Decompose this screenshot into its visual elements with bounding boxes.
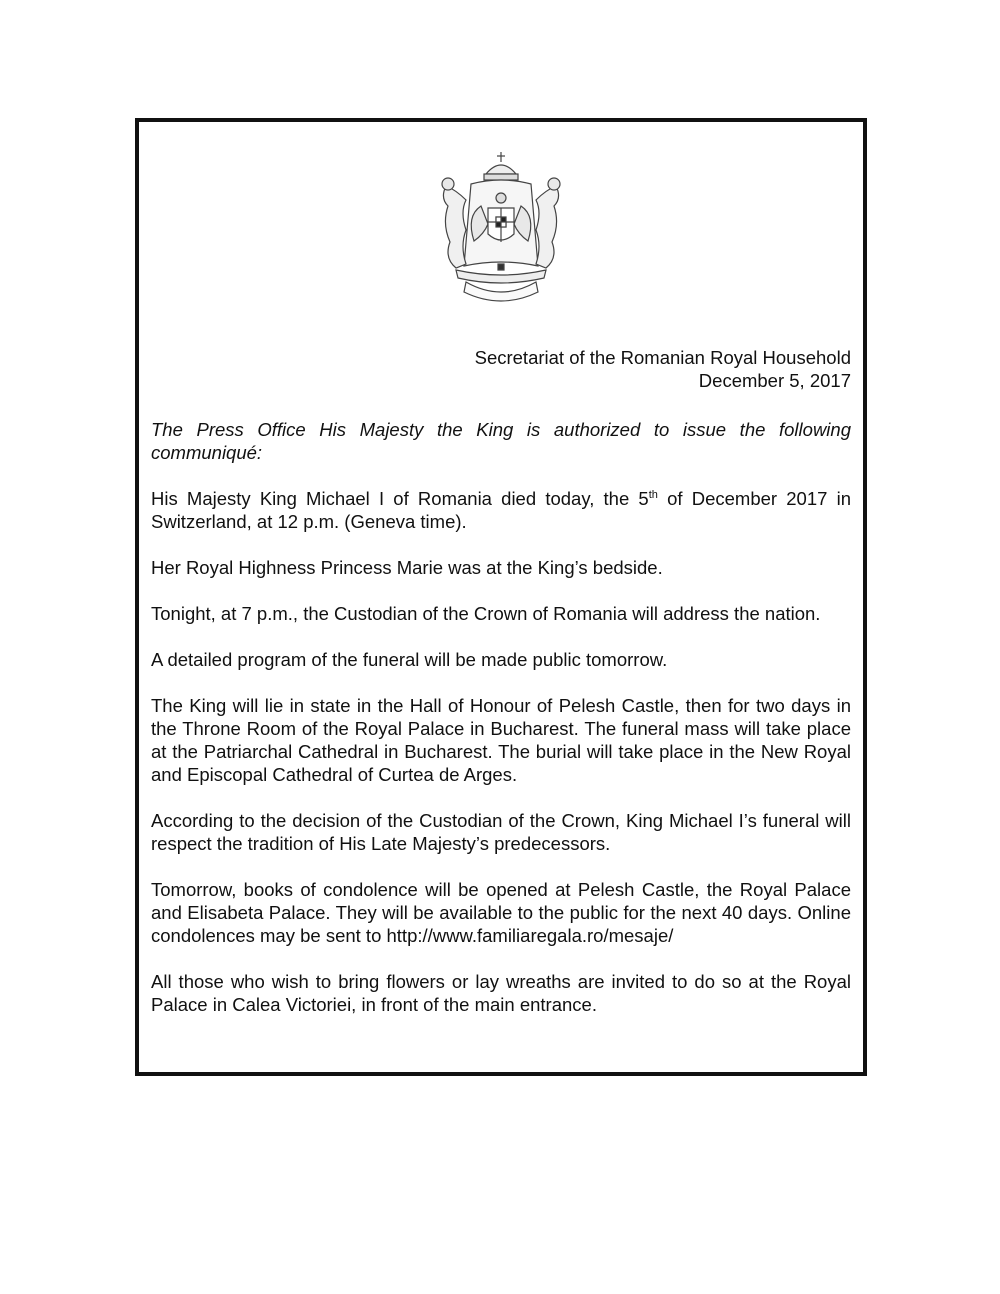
paragraph-flowers: All those who wish to bring flowers or lay wreaths are invited to do so at the Royal Palace in Calea Victoriei, in front of the main entrance. [151, 971, 851, 1015]
paragraph-death-announcement [151, 487, 851, 533]
paragraph-lie-in-state: The King will lie in state in the Hall of Honour of Pelesh Castle, then for two days in the Throne Room of the Royal Palace in Bucharest. The funeral mass will take place at the Patriarchal Cathedral in Bucharest. The burial will take place in the New Royal and Episcopal Cathedral of Curtea de Arges. [151, 695, 851, 785]
coat-of-arms-icon [426, 146, 576, 306]
communique-body [151, 418, 851, 1039]
paragraph-bedside: Her Royal Highness Princess Marie was at the King’s bedside. [151, 557, 663, 578]
document-header [151, 346, 851, 392]
organization-name: Secretariat of the Romanian Royal Household [474, 347, 851, 368]
paragraph-text: of December 2017 in Switzerland, at 12 p.m. (Geneva time). [151, 488, 851, 532]
ordinal-suffix: th [648, 489, 658, 501]
paragraph-address: Tonight, at 7 p.m., the Custodian of the Crown of Romania will address the nation. [151, 603, 821, 624]
paragraph-condolences: Tomorrow, books of condolence will be opened at Pelesh Castle, the Royal Palace and Elisabeta Palace. They will be available to the public for the next 40 days. Online condolences may be sent to http://www.familiaregala.ro/mesaje/ [151, 879, 851, 946]
paragraph-tradition: According to the decision of the Custodian of the Crown, King Michael I’s funeral will respect the tradition of His Late Majesty’s predecessors. [151, 810, 851, 854]
document-frame [135, 118, 867, 1076]
paragraph-text: His Majesty King Michael I of Romania died today, the 5 [151, 488, 649, 509]
document-date: December 5, 2017 [698, 370, 851, 391]
intro-paragraph: The Press Office His Majesty the King is authorized to issue the following communiqué: [151, 419, 851, 463]
paragraph-program: A detailed program of the funeral will be made public tomorrow. [151, 649, 668, 670]
